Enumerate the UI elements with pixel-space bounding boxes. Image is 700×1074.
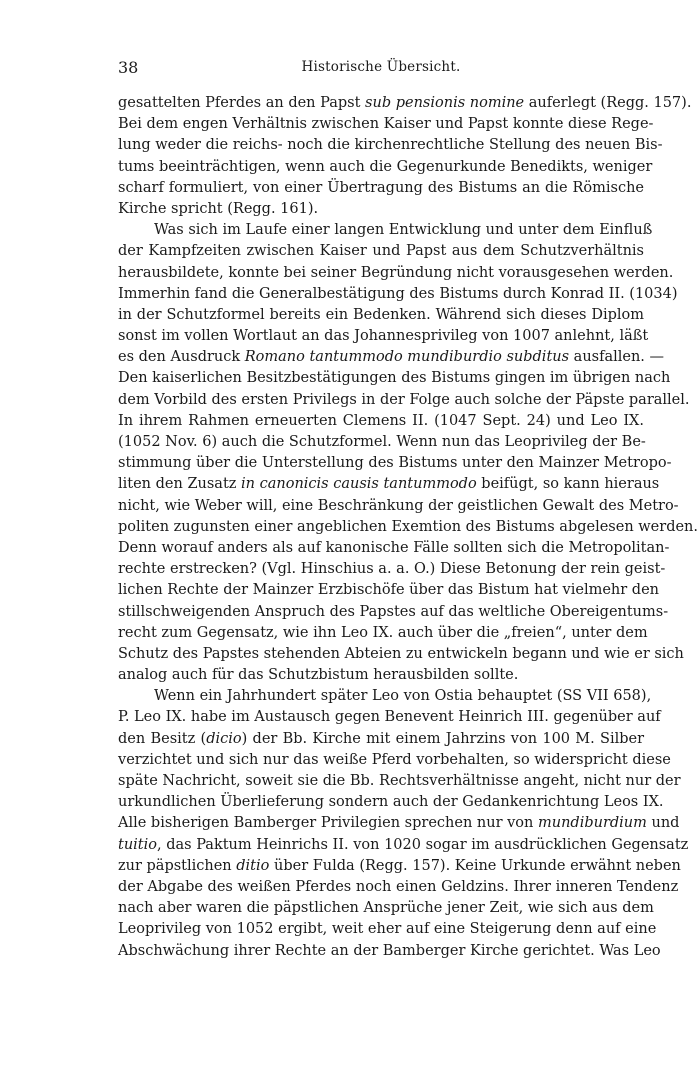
text-segment: rechte erstrecken? (Vgl. Hinschius a. a. O.) Diese Betonung der rein geist- [118, 561, 666, 578]
text-segment: In ihrem Rahmen erneuerten Clemens II. (1047 Sept. 24) und Leo IX. [118, 412, 644, 429]
text-segment: der Abgabe des weißen Pferdes noch einen Geldzins. Ihrer inneren Tendenz [118, 878, 679, 895]
text-segment: nach aber waren die päpstlichen Ansprüche jener Zeit, wie sich aus dem [118, 900, 654, 917]
page-number: 38 [118, 58, 139, 77]
text-segment: politen zugunsten einer angeblichen Exemtion des Bistums abgelesen werden. [118, 518, 699, 535]
text-line [118, 347, 665, 368]
text-segment: Alle bisherigen Bamberger Privilegien sprechen nur von [118, 815, 538, 832]
text-segment: Bei dem engen Verhältnis zwischen Kaiser und Papst konnte diese Rege- [118, 116, 654, 133]
text-segment: nicht, wie Weber will, eine Beschränkung der geistlichen Gewalt des Metro- [118, 497, 679, 514]
text-line [118, 517, 699, 538]
text-line [118, 686, 652, 707]
text-line [118, 792, 664, 813]
text-segment: der Kampfzeiten zwischen Kaiser und Papst aus dem Schutzverhältnis [118, 243, 644, 260]
text-line [118, 813, 680, 834]
text-segment: gesattelten Pferdes an den Papst [118, 95, 366, 111]
text-line [118, 602, 669, 623]
text-line [118, 835, 689, 856]
text-segment: Abschwächung ihrer Rechte an der Bamberger Kirche gerichtet. Was Leo [118, 942, 661, 959]
text-segment: Was sich im Laufe einer langen Entwicklung und unter dem Einfluß [154, 222, 653, 239]
text-line [118, 411, 644, 432]
text-segment: zur päpstlichen [118, 857, 237, 874]
text-segment: ausfallen. — [569, 349, 665, 366]
text-segment: beifügt, so kann hieraus [476, 476, 660, 493]
italic-phrase: dicio [206, 730, 242, 747]
page-header [118, 58, 644, 80]
text-segment: tums beeinträchtigen, wenn auch die Gegenurkunde Benedikts, weniger [118, 158, 653, 175]
text-segment: Leoprivileg von 1052 ergibt, weit eher auf eine Steigerung denn auf eine [118, 921, 657, 938]
text-line [118, 93, 692, 114]
text-line [118, 157, 653, 178]
text-line [118, 284, 678, 305]
text-segment: verzichtet und sich nur das weiße Pferd vorbehalten, so widerspricht diese [118, 751, 671, 768]
text-segment: in der Schutzformel bereits ein Bedenken. Während sich dieses Diplom [118, 306, 644, 323]
text-segment: Den kaiserlichen Besitzbestätigungen des Bistums gingen im übrigen nach [118, 370, 671, 387]
italic-phrase: tuitio [118, 836, 157, 853]
text-segment: herausbildete, konnte bei seiner Begründung nicht vorausgesehen werden. [118, 264, 674, 281]
text-segment: lung weder die reichs- noch die kirchenrechtliche Stellung des neuen Bis- [118, 137, 663, 154]
text-segment: sonst im vollen Wortlaut an das Johannesprivileg von 1007 anlehnt, läßt [118, 328, 649, 345]
text-segment: und [646, 815, 680, 832]
text-line [118, 580, 659, 601]
text-line [118, 877, 679, 898]
text-segment: über Fulda (Regg. 157). Keine Urkunde erwähnt neben [269, 857, 681, 874]
text-line [118, 178, 644, 199]
text-line [118, 305, 644, 326]
text-segment: recht zum Gegensatz, wie ihn Leo IX. auch über die „freien“, unter dem [118, 624, 648, 641]
text-line [118, 665, 644, 686]
text-line [118, 644, 684, 665]
text-line [118, 538, 670, 559]
text-segment: Schutz des Papstes stehenden Abteien zu entwickeln begann und wie er sich [118, 645, 684, 662]
running-title: Historische Übersicht. [301, 59, 461, 75]
text-line [118, 453, 672, 474]
text-line [118, 135, 663, 156]
italic-phrase: ditio [236, 857, 270, 874]
text-line [118, 199, 644, 220]
text-segment: (1052 Nov. 6) auch die Schutzformel. Wenn nun das Leoprivileg der Be- [118, 434, 646, 450]
text-line [118, 559, 666, 580]
italic-phrase: mundiburdium [537, 815, 647, 832]
text-segment: ) der Bb. Kirche mit einem Jahrzins von 100 M. Silber [241, 730, 645, 747]
text-line [118, 263, 674, 284]
text-line [118, 220, 653, 241]
text-segment: analog auch für das Schutzbistum herausbilden sollte. [118, 667, 519, 684]
text-line [118, 432, 644, 453]
text-line [118, 750, 671, 771]
text-line [118, 114, 654, 135]
text-line [118, 941, 661, 962]
italic-phrase: sub pensionis nomine [365, 95, 525, 111]
text-segment: scharf formuliert, von einer Übertragung des Bistums an die Römische [118, 179, 644, 196]
text-line [118, 919, 657, 940]
text-segment: stillschweigenden Anspruch des Papstes auf das weltliche Obereigentums- [118, 603, 669, 620]
text-line [118, 241, 644, 262]
text-line [118, 856, 681, 877]
italic-phrase: Romano tantummodo mundiburdio subditus [244, 349, 570, 366]
text-line [118, 771, 681, 792]
text-segment: lichen Rechte der Mainzer Erzbischöfe über das Bistum hat vielmehr den [118, 582, 659, 599]
text-segment: Denn worauf anders als auf kanonische Fälle sollten sich die Metropolitan- [118, 539, 670, 556]
text-segment: urkundlichen Überlieferung sondern auch der Gedankenrichtung Leos IX. [118, 794, 664, 811]
text-line [118, 474, 660, 495]
text-line [118, 623, 648, 644]
italic-phrase: in canonicis causis tantummodo [241, 476, 477, 493]
text-segment: P. Leo IX. habe im Austausch gegen Benevent Heinrich III. gegenüber auf [118, 709, 661, 726]
text-segment: den Besitz ( [118, 730, 207, 747]
text-line [118, 496, 679, 517]
text-segment: stimmung über die Unterstellung des Bistums unter den Mainzer Metropo- [118, 455, 672, 472]
text-line [118, 729, 644, 750]
text-segment: liten den Zusatz [118, 476, 242, 493]
text-segment: , das Paktum Heinrichs II. von 1020 sogar im ausdrücklichen Gegensatz [157, 836, 689, 853]
text-segment: Wenn ein Jahrhundert später Leo von Ostia behauptet (SS VII 658), [154, 688, 652, 705]
body-text [118, 93, 699, 962]
text-segment: Immerhin fand die Generalbestätigung des Bistums durch Konrad II. (1034) [118, 285, 678, 302]
text-line [118, 898, 654, 919]
text-segment: späte Nachricht, soweit sie die Bb. Rechtsverhältnisse angeht, nicht nur der [118, 773, 681, 789]
text-line [118, 707, 661, 728]
text-segment: es den Ausdruck [118, 349, 245, 366]
text-line [118, 326, 649, 347]
text-segment: dem Vorbild des ersten Privilegs in der Folge auch solche der Päpste parallel. [118, 391, 690, 408]
text-line [118, 390, 690, 411]
text-line [118, 368, 671, 389]
text-segment: auferlegt (Regg. 157). [524, 95, 692, 111]
text-segment: Kirche spricht (Regg. 161). [118, 200, 319, 217]
